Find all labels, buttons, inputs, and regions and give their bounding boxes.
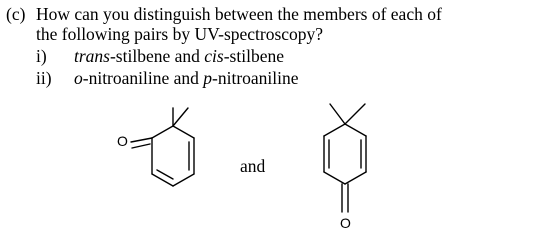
item-1-end: -stilbene: [223, 46, 284, 66]
right-gem-dimethyl: [330, 104, 365, 124]
question-text-line-2: the following pairs by UV-spectroscopy?: [36, 24, 324, 44]
left-oxygen-label: O: [117, 133, 128, 149]
and-conjunction: and: [240, 156, 266, 176]
item-2-end: -nitroaniline: [212, 68, 299, 88]
item-2-second-prefix-italic: p: [203, 68, 213, 88]
item-1-middle: -stilbene and: [109, 46, 205, 66]
right-ring: [324, 124, 366, 184]
item-2-number: ii): [36, 68, 52, 88]
question-label: (c): [6, 4, 26, 24]
right-oxygen-label: O: [340, 215, 351, 231]
right-carbonyl: [342, 184, 348, 212]
item-2-prefix-italic: o: [74, 68, 83, 88]
item-1-second-prefix-italic: cis: [204, 46, 224, 66]
item-2-middle: -nitroaniline and: [82, 68, 204, 88]
question-text-line-1: How can you distinguish between the members of each of: [36, 4, 442, 24]
item-1-prefix-italic: trans: [74, 46, 110, 66]
item-1-number: i): [36, 46, 47, 66]
